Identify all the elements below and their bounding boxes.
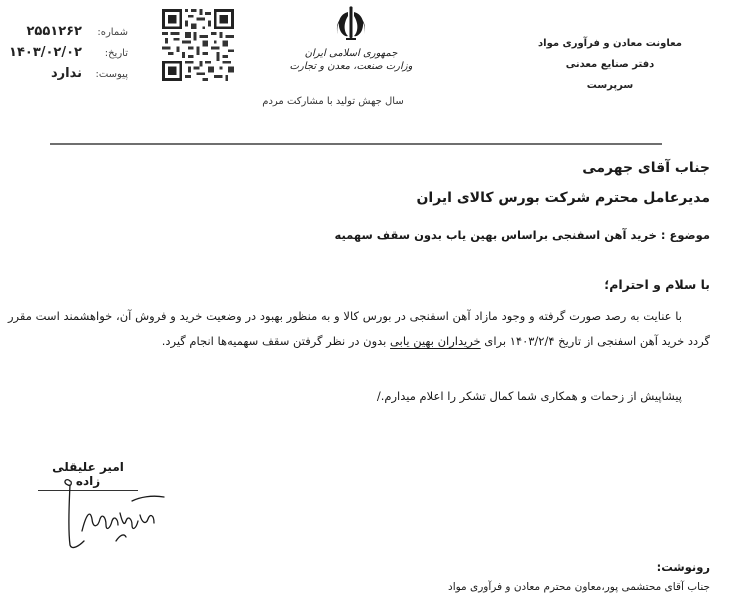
department-block: [530, 33, 690, 96]
letter-thanks: [8, 389, 710, 403]
date-label: تاریخ:: [104, 48, 128, 59]
attachment-value: ندارد: [50, 66, 82, 81]
attachment-row: [8, 66, 128, 87]
number-row: [8, 24, 128, 45]
department-office: دفتر صنایع معدنی: [565, 59, 655, 70]
handwritten-signature-icon: [60, 475, 170, 555]
paragraph-part1: با عنایت به رصد صورت گرفته و وجود مازاد آهن اسفنجی در بورس کالا و به منظور بهبود در وضعیت خرید و فروش آن، خواهشمند است مقرر گردد خرید آهن اسفنجی از تاریخ ۱۴۰۳/۲/۴ برای: [8, 309, 710, 348]
ministry-header: [286, 6, 416, 72]
ministry-name: وزارت صنعت، معدن و تجارت: [289, 61, 413, 72]
letter-greeting: با سلام و احترام؛: [604, 277, 710, 292]
copy-title: رونوشت:: [656, 560, 710, 574]
letter-meta: [8, 24, 128, 87]
addressee-title: مدیرعامل محترم شرکت بورس کالای ایران: [416, 190, 710, 206]
number-label: شماره:: [97, 27, 128, 38]
copy-recipient: جناب آقای محتشمی پور،معاون محترم معادن و فرآوری مواد: [448, 581, 710, 593]
department-role: سرپرست: [586, 80, 634, 91]
government-name: جمهوری اسلامی ایران: [304, 48, 398, 59]
department-deputy: معاونت معادن و فرآوری مواد: [538, 38, 682, 49]
paragraph-underlined: خریداران بهین یابی: [390, 334, 481, 348]
qr-code-icon: [162, 8, 234, 82]
attachment-label: پیوست:: [95, 69, 128, 80]
header-divider: [50, 143, 662, 145]
number-value: ۲۵۵۱۲۶۲: [26, 24, 82, 39]
paragraph-part2: بدون در نظر گرفتن سقف سهمیه‌ها انجام گیرد.: [161, 334, 391, 348]
signer-name: امیر علیقلی زاده: [38, 460, 138, 491]
year-slogan: سال جهش تولید با مشارکت مردم: [262, 96, 404, 107]
iran-emblem-icon: [334, 6, 368, 44]
thanks-text: پیشاپیش از زحمات و همکاری شما کمال تشکر را اعلام میدارم./: [376, 389, 682, 403]
addressee-name: جناب آقای جهرمی: [582, 160, 710, 176]
date-row: [8, 45, 128, 66]
letter-subject: موضوع : خرید آهن اسفنجی براساس بهین یاب بدون سقف سهمیه: [334, 228, 710, 242]
letter-paragraph: [8, 304, 710, 354]
date-value: ۱۴۰۳/۰۲/۰۲: [9, 45, 82, 60]
